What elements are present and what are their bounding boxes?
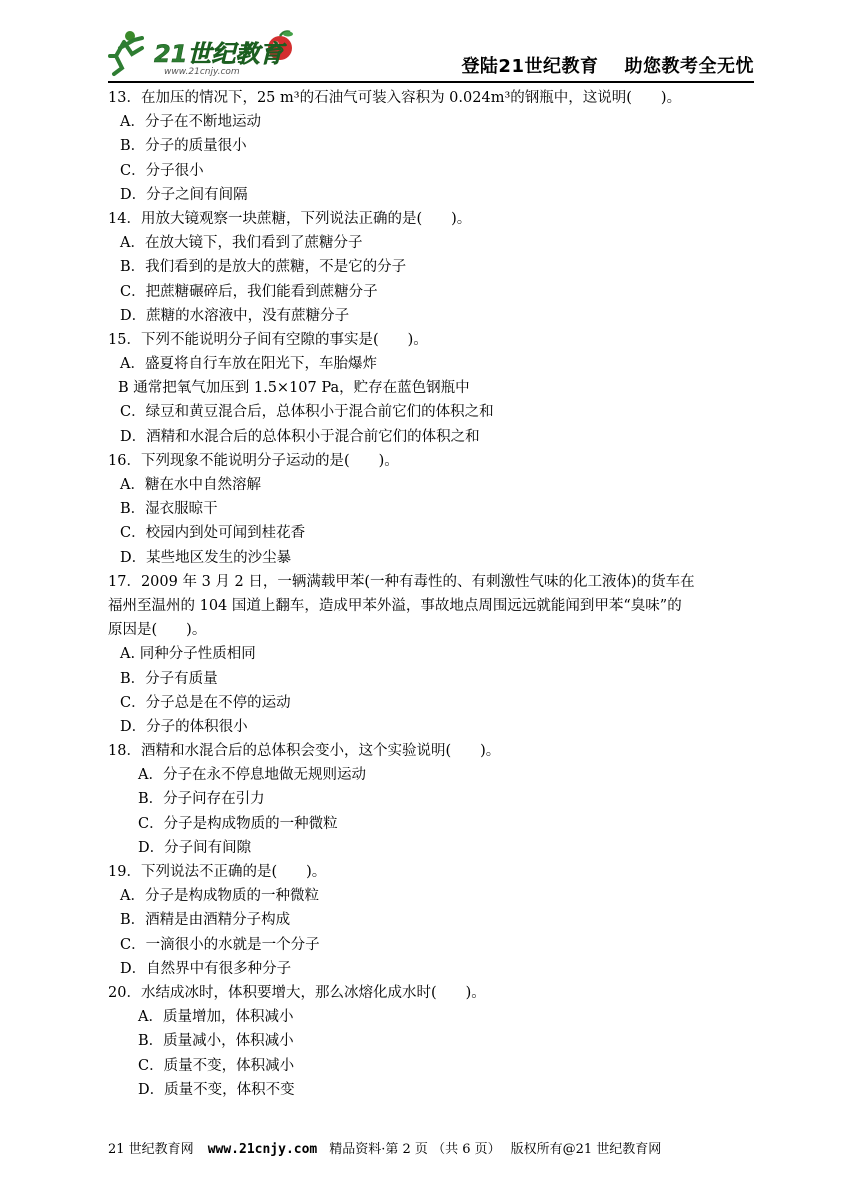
footer-url-link[interactable]: www.21cnjy.com [207, 1142, 318, 1157]
question-stem-line: 福州至温州的 104 国道上翻车，造成甲苯外溢，事故地点周围远远就能闻到甲苯“臭味”的 [108, 597, 682, 614]
logo-text: 21世纪教育 [154, 40, 284, 68]
site-logo[interactable] [108, 26, 304, 78]
slogan-right: 助您教考全无忧 [624, 56, 754, 77]
question-stem: 15．下列不能说明分子间有空隙的事实是( )。 [108, 331, 428, 348]
option: B．质量减小，体积减小 [138, 1033, 294, 1050]
header-slogan [461, 52, 754, 78]
footer-copyright: 版权所有@21 世纪教育网 [510, 1142, 662, 1157]
option: A．分子在永不停息地做无规则运动 [138, 767, 366, 784]
footer-page-info: 精品资料·第 2 页 （共 6 页） [329, 1142, 501, 1157]
option: D．分子的体积很小 [120, 718, 248, 735]
option: D．酒精和水混合后的总体积小于混合前它们的体积之和 [120, 428, 480, 445]
page-header [108, 20, 754, 84]
page-footer [108, 1138, 754, 1157]
slogan-left: 登陆21世纪教育 [461, 56, 599, 77]
option: B 通常把氧气加压到 1.5×107 Pa，贮存在蓝色钢瓶中 [118, 380, 470, 397]
question-stem: 16．下列现象不能说明分子运动的是( )。 [108, 452, 399, 469]
option: B．湿衣服晾干 [120, 501, 218, 518]
option: B．酒精是由酒精分子构成 [120, 912, 291, 929]
option: C．分子是构成物质的一种微粒 [138, 815, 338, 832]
header-divider [108, 81, 754, 83]
option: B．我们看到的是放大的蔗糖，不是它的分子 [120, 259, 407, 276]
option: D．自然界中有很多种分子 [120, 960, 292, 977]
question-stem-line: 17．2009 年 3 月 2 日，一辆满载甲苯(一种有毒性的、有刺激性气味的化工液体)的货车在 [108, 573, 695, 590]
option: A．分子是构成物质的一种微粒 [120, 888, 319, 905]
option: A．盛夏将自行车放在阳光下，车胎爆炸 [120, 356, 377, 373]
option: B．分子有质量 [120, 670, 218, 687]
option: C．分子很小 [120, 162, 204, 179]
question-stem: 18．酒精和水混合后的总体积会变小，这个实验说明( )。 [108, 743, 501, 760]
question-list [108, 86, 758, 1102]
question-stem: 19．下列说法不正确的是( )。 [108, 864, 327, 880]
option: C．质量不变，体积减小 [138, 1057, 295, 1074]
option: A．糖在水中自然溶解 [120, 477, 261, 493]
question-stem-line: 原因是( )。 [108, 622, 207, 639]
option: D．蔗糖的水溶液中，没有蔗糖分子 [120, 307, 350, 324]
option: C．把蔗糖碾碎后，我们能看到蔗糖分子 [120, 283, 378, 300]
footer-site: 21 世纪教育网 [108, 1142, 194, 1157]
option: B．分子的质量很小 [120, 138, 247, 155]
option: D．分子之间有间隔 [120, 186, 248, 203]
option: A. 同种分子性质相同 [120, 646, 256, 663]
running-figure-icon [110, 31, 142, 74]
option: C．校园内到处可闻到桂花香 [120, 525, 306, 542]
option: A．在放大镜下，我们看到了蔗糖分子 [120, 235, 363, 252]
question-stem: 13．在加压的情况下，25 m³的石油气可装入容积为 0.024m³的钢瓶中，这说明( )。 [108, 90, 682, 106]
option: C．绿豆和黄豆混合后，总体积小于混合前它们的体积之和 [120, 404, 494, 421]
question-stem: 20．水结成冰时，体积要增大，那么冰熔化成水时( )。 [108, 984, 486, 1001]
option: C．一滴很小的水就是一个分子 [120, 936, 320, 953]
option: D．某些地区发生的沙尘暴 [120, 549, 292, 566]
logo-url: www.21cnjy.com [164, 67, 240, 77]
option: B．分子问存在引力 [138, 791, 265, 808]
question-stem: 14．用放大镜观察一块蔗糖，下列说法正确的是( )。 [108, 210, 472, 227]
option: D．质量不变，体积不变 [138, 1081, 295, 1098]
option: D．分子间有间隙 [138, 839, 252, 856]
option: A．质量增加，体积减小 [138, 1009, 294, 1026]
option: C．分子总是在不停的运动 [120, 694, 291, 711]
option: A．分子在不断地运动 [120, 114, 261, 131]
